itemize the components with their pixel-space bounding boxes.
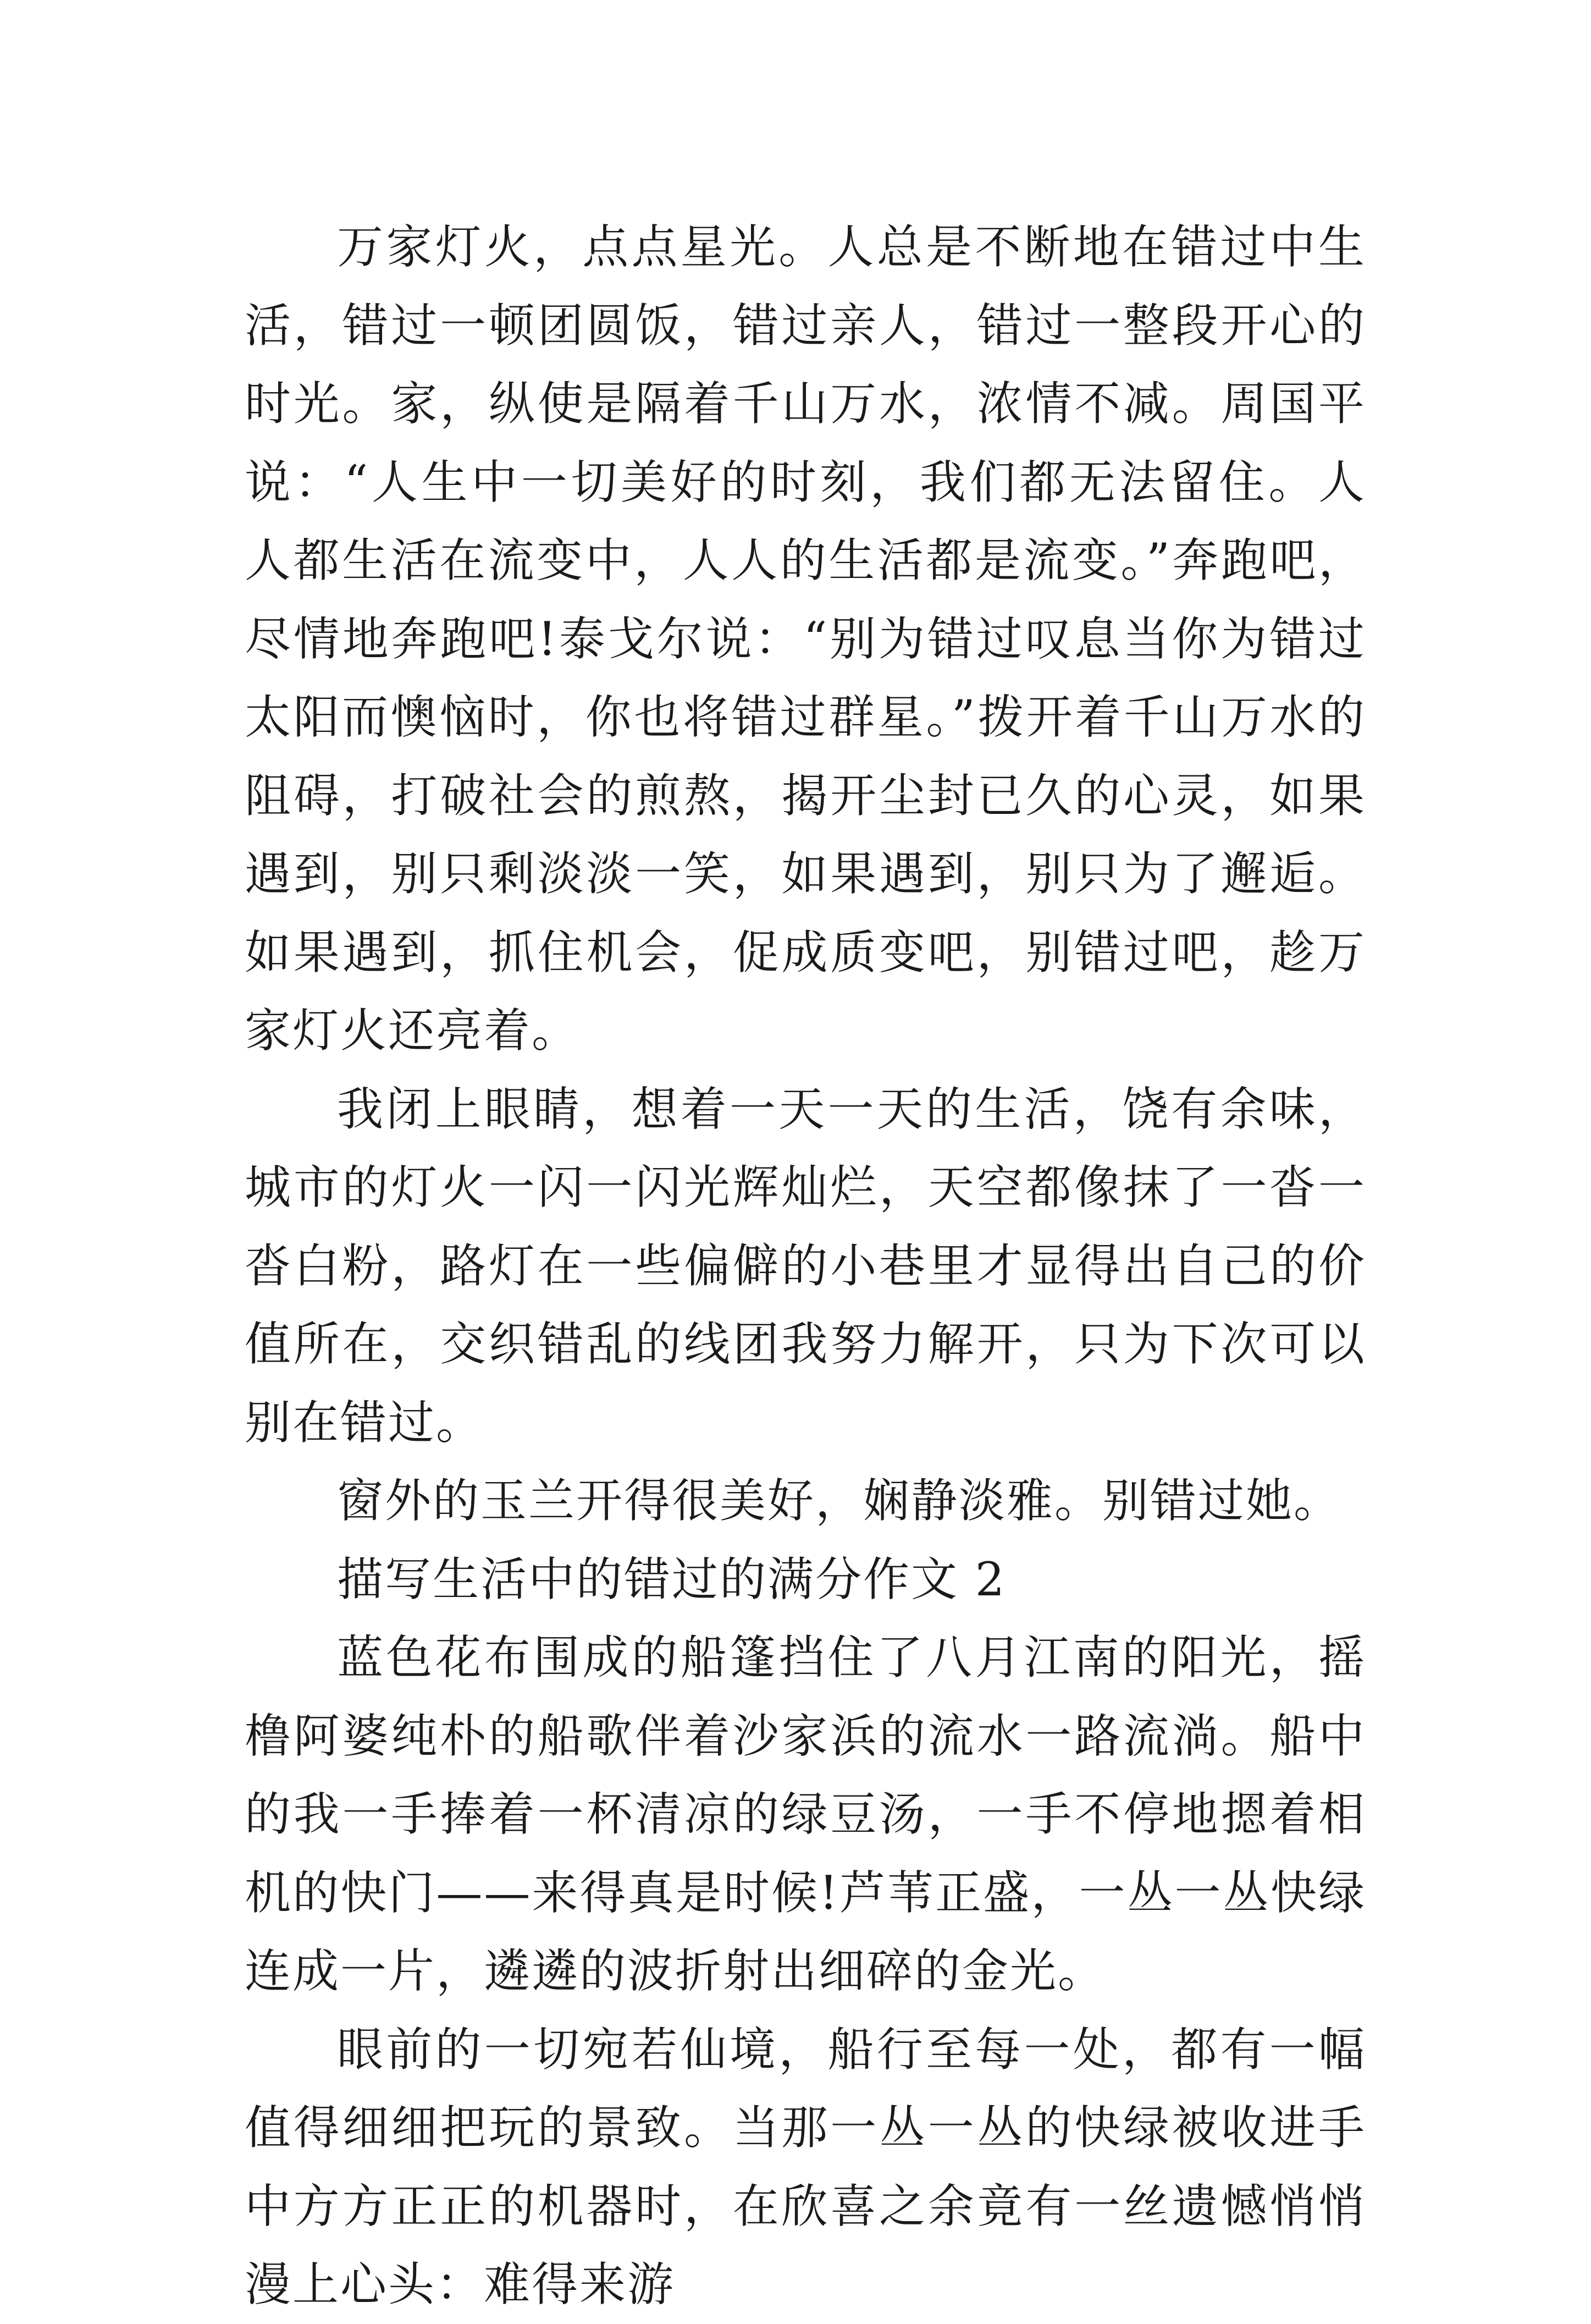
paragraph-2: 我闭上眼睛，想着一天一天的生活，饶有余味，城市的灯火一闪一闪光辉灿烂，天空都像抹了一沓一沓白粉，路灯在一些偏僻的小巷里才显得出自己的价值所在，交织错乱的线团我努力解开，只为下次可以别在错过。 <box>245 1082 1366 1450</box>
paragraph-1: 万家灯火，点点星光。人总是不断地在错过中生活，错过一顿团圆饭，错过亲人，错过一整段开心的时光。家，纵使是隔着千山万水，浓情不减。周国平说：“人生中一切美好的时刻，我们都无法留住。人人都生活在流变中，人人的生活都是流变。”奔跑吧，尽情地奔跑吧!泰戈尔说：“别为错过叹息当你为错过太阳而懊恼时，你也将错过群星。”拨开着千山万水的阻碍，打破社会的煎熬，揭开尘封已久的心灵，如果遇到，别只剩淡淡一笑，如果遇到，别只为了邂逅。如果遇到，抓住机会，促成质变吧，别错过吧，趁万家灯火还亮着。 <box>245 220 1366 1058</box>
paragraph-4: 蓝色花布围成的船篷挡住了八月江南的阳光，摇橹阿婆纯朴的船歌伴着沙家浜的流水一路流淌。船中的我一手捧着一杯清凉的绿豆汤，一手不停地摁着相机的快门——来得真是时候!芦苇正盛，一丛一丛快绿连成一片，遴遴的波折射出细碎的金光。 <box>245 1631 1366 1998</box>
document-body <box>245 208 1366 2324</box>
paragraph-5: 眼前的一切宛若仙境，船行至每一处，都有一幅值得细细把玩的景致。当那一丛一丛的快绿被收进手中方方正正的机器时，在欣喜之余竟有一丝遗憾悄悄漫上心头：难得来游 <box>245 2022 1366 2311</box>
paragraph-3: 窗外的玉兰开得很美好，娴静淡雅。别错过她。 <box>337 1474 1342 1528</box>
section-heading: 描写生活中的错过的满分作文 2 <box>337 1552 1007 1606</box>
